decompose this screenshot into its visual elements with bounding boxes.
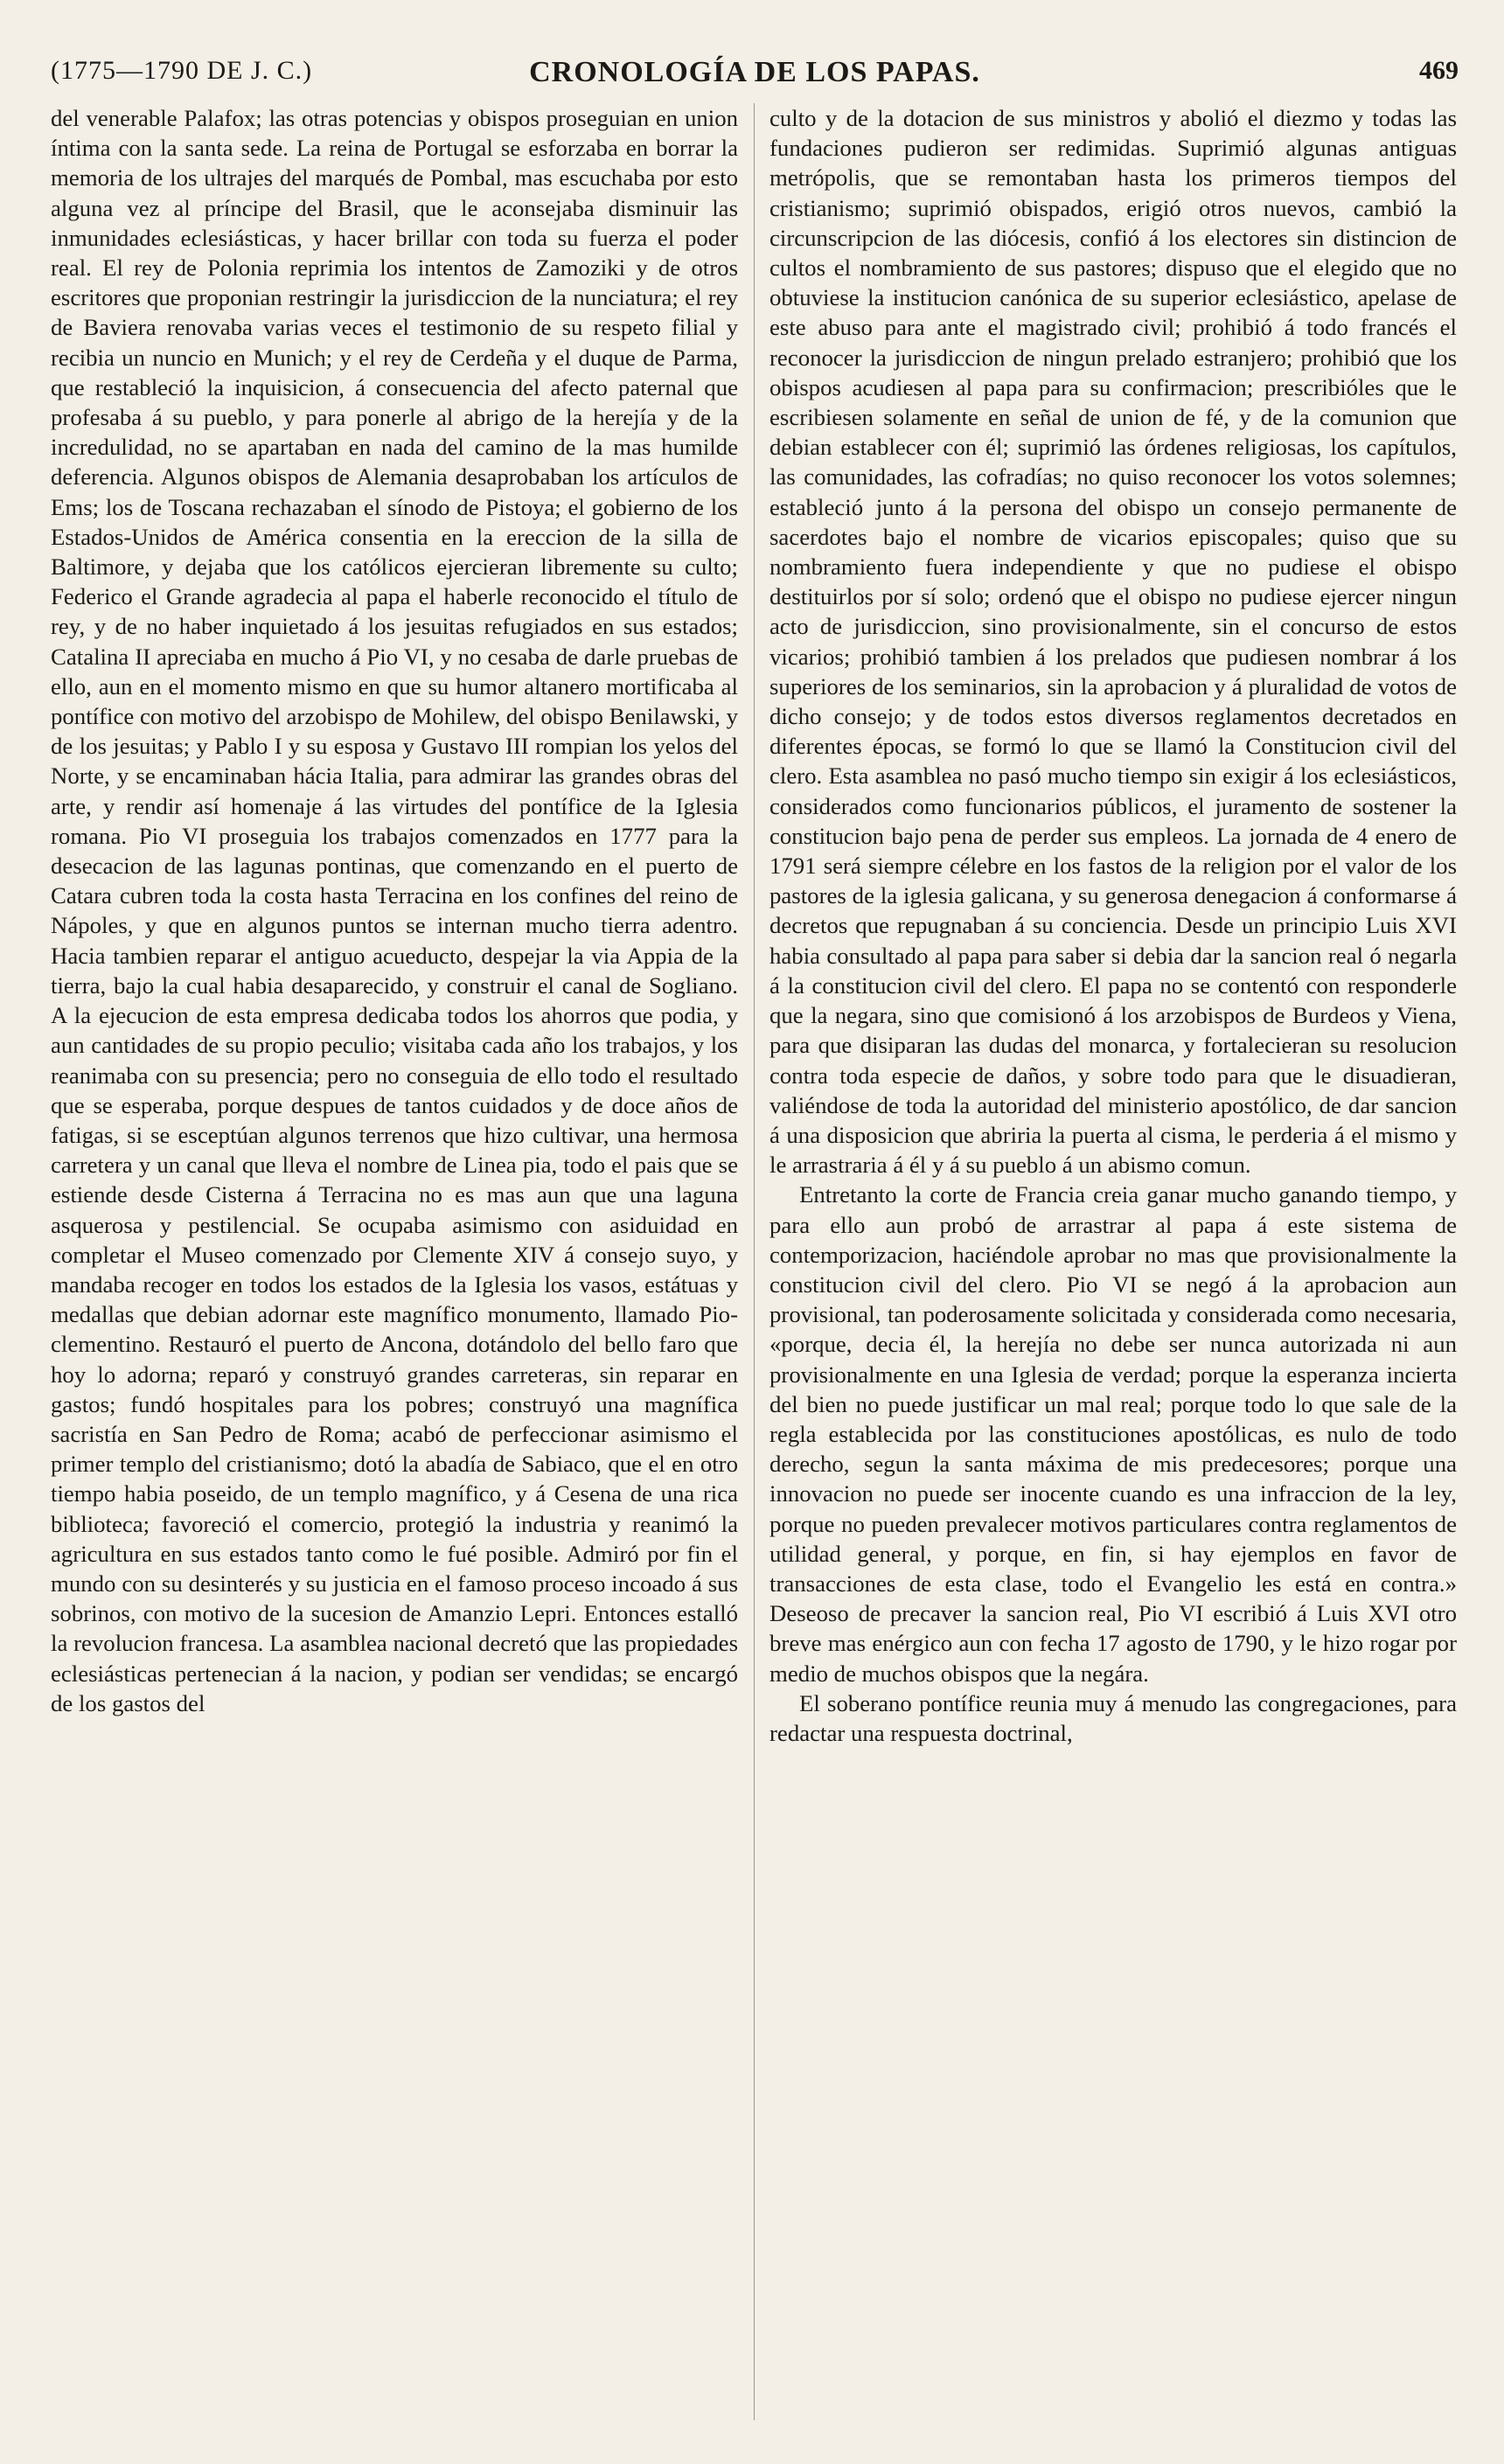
header-title: CRONOLOGÍA DE LOS PAPAS. bbox=[529, 56, 980, 88]
header-dates: (1775—1790 DE J. C.) bbox=[51, 56, 313, 85]
left-column bbox=[51, 103, 738, 2420]
right-paragraph-3: El soberano pontífice reunia muy á menudo las congregaciones, para redactar una respuesta doctrinal, bbox=[769, 1689, 1457, 1746]
left-paragraph-1: del venerable Palafox; las otras potencias y obispos proseguian en union íntima con la santa sede. La reina de Portugal se esforzaba en borrar la memoria de los ultrajes del marqués de Pombal, mas escuchaba por esto alguna vez al príncipe del Brasil, que le aconsejaba disminuir las inmunidades eclesiásticas, y hacer brillar con toda su fuerza el poder real. El rey de Polonia reprimia los intentos de Zamoziki y de otros escritores que proponian restringir la jurisdiccion de la nunciatura; el rey de Baviera renovaba varias veces el testimonio de su respeto filial y recibia un nuncio en Munich; y el rey de Cerdeña y el duque de Parma, que restableció la inquisicion, á consecuencia del afecto paternal que profesaba á su pueblo, y para ponerle al abrigo de la herejía y de la incredulidad, no se apartaban en nada del camino de la mas humilde deferencia. Algunos obispos de Alemania desaprobaban los artículos de Ems; los de Toscana rechazaban el sínodo de Pistoya; el gobierno de los Estados-Unidos de América consentia en la ereccion de la silla de Baltimore, y dejaba que los católicos ejercieran libremente su culto; Federico el Grande agradecia al papa el haberle reconocido el título de rey, y de no haber inquietado á los jesuitas refugiados en sus estados; Catalina II apreciaba en mucho á Pio VI, y no cesaba de darle pruebas de ello, aun en el momento mismo en que su humor altanero mortificaba al pontífice con motivo del arzobispo de Mohilew, del obispo Benilawski, y de los jesuitas; y Pablo I y su esposa y Gustavo III rompian los yelos del Norte, y se encaminaban hácia Italia, para admirar las grandes obras del arte, y rendir así homenaje á las virtudes del pontífice de la Iglesia romana. Pio VI proseguia los trabajos comenzados en 1777 para la desecacion de las lagunas pontinas, que comenzando en el puerto de Catara cubren toda la costa hasta Terracina en los confines del reino de Nápoles, y que en algunos puntos se internan mucho tierra adentro. Hacia tambien reparar el antiguo acueducto, despejar la via Appia de la tierra, bajo la cual habia desaparecido, y construir el canal de Sogliano. A la ejecucion de esta empresa dedicaba todos los ahorros que podia, y aun cantidades de su propio peculio; visitaba cada año los trabajos, y los reanimaba con su presencia; pero no conseguia de ello todo el resultado que se esperaba, porque despues de tantos cuidados y de doce años de fatigas, si se esceptúan algunos terrenos que hizo cultivar, una hermosa carretera y un canal que lleva el nombre de Linea pia, todo el pais que se estiende desde Cisterna á Terracina no es mas aun que una laguna asquerosa y pestilencial. Se ocupaba asimismo con asiduidad en completar el Museo comenzado por Clemente XIV á consejo suyo, y mandaba recoger en todos los estados de la Iglesia los vasos, estátuas y medallas que debian adornar este magnífico monumento, llamado Pio-clementino. Restauró el puerto de Ancona, dotándolo del bello faro que hoy lo adorna; reparó y construyó grandes carreteras, sin reparar en gastos; fundó hospitales para los pobres; construyó una magnífica sacristía en San Pedro de Roma; acabó de perfeccionar asimismo el primer templo del cristianismo; dotó la abadía de Sabiaco, que el en otro tiempo habia poseido, de un templo magnífico, y á Cesena de una rica biblioteca; favoreció el comercio, protegió la industria y reanimó la agricultura en sus estados tanto como le fué posible. Admiró por fin el mundo con su desinterés y su justicia en el famoso proceso incoado á sus sobrinos, con motivo de la sucesion de Amanzio Lepri. Entonces estalló la revolucion francesa. La asamblea nacional decretó que las propiedades eclesiásticas pertenecian á la nacion, y podian ser vendidas; se encargó de los gastos del bbox=[51, 105, 738, 1716]
page-header bbox=[51, 56, 1459, 100]
right-paragraph-2: Entretanto la corte de Francia creia ganar mucho ganando tiempo, y para ello aun probó de arrastrar al papa á este sistema de contemporizacion, haciéndole aprobar no mas que provisionalmente la constitucion civil del clero. Pio VI se negó á la aprobacion aun provisional, tan poderosamente solicitada y considerada como necesaria, «porque, decia él, la herejía no debe ser nunca autorizada ni aun provisionalmente en una Iglesia de verdad; porque la esperanza incierta del bien no puede justificar un mal real; porque todo lo que sale de la regla establecida por las constituciones apostólicas, es nulo de todo derecho, segun la santa máxima de mis predecesores; porque una innovacion no puede ser inocente cuando es una infraccion de la ley, porque no pueden prevalecer motivos particulares contra reglamentos de utilidad general, y porque, en fin, si hay ejemplos en favor de transacciones de esta clase, todo el Evangelio les está en contra.» Deseoso de precaver la sancion real, Pio VI escribió á Luis XVI otro breve mas enérgico aun con fecha 17 agosto de 1790, y le hizo rogar por medio de muchos obispos que la negára. bbox=[769, 1181, 1457, 1687]
column-divider bbox=[754, 103, 755, 2420]
right-column bbox=[769, 103, 1457, 2420]
right-paragraph-1: culto y de la dotacion de sus ministros y abolió el diezmo y todas las fundaciones pudieron ser redimidas. Suprimió algunas antiguas metrópolis, que se remontaban hasta los primeros tiempos del cristianismo; suprimió obispados, erigió otros nuevos, cambió la circunscripcion de las diócesis, confió á los electores sin distincion de cultos el nombramiento de sus pastores; dispuso que el elegido que no obtuviese la institucion canónica de su superior eclesiástico, apelase de este abuso para ante el magistrado civil; prohibió á todo francés el reconocer la jurisdiccion de ningun prelado estranjero; prohibió que los obispos acudiesen al papa para su confirmacion; prescribióles que le escribiesen solamente en señal de union de fé, y de la comunion que debian establecer con él; suprimió las órdenes religiosas, los capítulos, las comunidades, las cofradías; no quiso reconocer los votos solemnes; estableció junto á la persona del obispo un consejo permanente de sacerdotes bajo el nombre de vicarios episcopales; quiso que su nombramiento fuera independiente y que no pudiese el obispo destituirlos por sí solo; ordenó que el obispo no pudiese ejercer ningun acto de jurisdiccion, sino provisionalmente, sin el concurso de estos vicarios; prohibió tambien á los prelados que pudiesen nombrar á los superiores de los seminarios, sin la aprobacion y á pluralidad de votos de dicho consejo; y de todos estos diversos reglamentos decretados en diferentes épocas, se formó lo que se llamó la Constitucion civil del clero. Esta asamblea no pasó mucho tiempo sin exigir á los eclesiásticos, considerados como funcionarios públicos, el juramento de sostener la constitucion bajo pena de perder sus empleos. La jornada de 4 enero de 1791 será siempre célebre en los fastos de la religion por el valor de los pastores de la iglesia galicana, y su generosa denegacion á conformarse á decretos que repugnaban á su conciencia. Desde un principio Luis XVI habia consultado al papa para saber si debia dar la sancion real ó negarla á la constitucion civil del clero. El papa no se contentó con responderle que la negara, sino que comisionó á los arzobispos de Burdeos y Viena, para que disiparan las dudas del monarca, y fortalecieran su resolucion contra toda especie de daños, y sobre todo para que le disuadieran, valiéndose de toda la autoridad del ministerio apostólico, de dar sancion á una disposicion que abriria la puerta al cisma, le perderia á el mismo y le arrastraria á él y á su pueblo á un abismo comun. bbox=[769, 105, 1457, 1179]
page-number: 469 bbox=[1419, 56, 1459, 85]
